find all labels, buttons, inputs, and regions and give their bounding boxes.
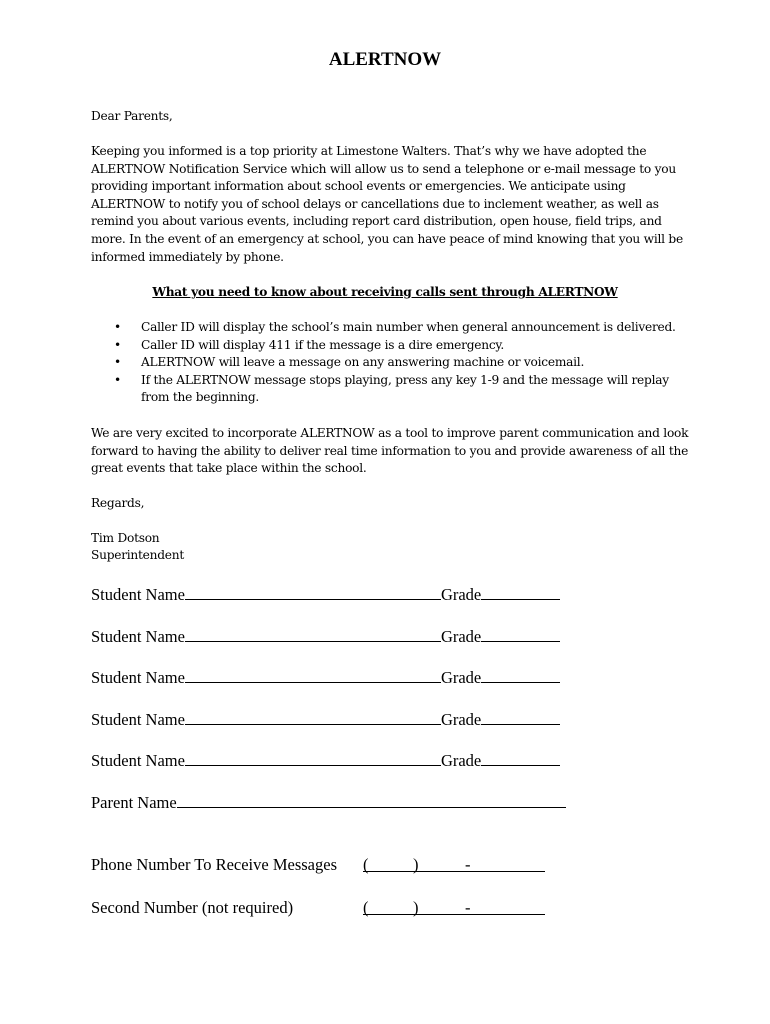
signer-title: Superintendent: [91, 548, 185, 562]
second-phone-label: Second Number (not required): [91, 898, 294, 917]
bullet-item: [91, 337, 681, 355]
phone-dash: -: [465, 898, 471, 917]
phone-open-paren: (: [363, 855, 369, 874]
student-name-label: Student Name: [91, 585, 185, 604]
grade-field[interactable]: [481, 627, 560, 642]
grade-label: Grade: [440, 627, 482, 646]
signer-name: Tim Dotson: [91, 531, 160, 545]
parent-name-field[interactable]: [177, 793, 566, 808]
student-name-label: Student Name: [91, 627, 185, 646]
document-title: ALERTNOW: [328, 49, 442, 70]
bullet-text: ALERTNOW will leave a message on any answering machine or voicemail.: [141, 355, 585, 370]
grade-field[interactable]: [481, 585, 560, 600]
second-phone-row: [91, 898, 471, 918]
grade-label: Grade: [440, 710, 482, 729]
grade-label: Grade: [440, 668, 482, 687]
regards: Regards,: [91, 496, 145, 510]
info-bullet-list: [91, 319, 681, 407]
bullet-marker: •: [114, 337, 121, 352]
second-phone-field[interactable]: [363, 898, 545, 915]
bullet-marker: •: [114, 320, 121, 334]
student-row: [91, 710, 560, 730]
student-name-field[interactable]: [185, 710, 441, 725]
student-row: [91, 585, 560, 605]
closing-paragraph: We are very excited to incorporate ALERTNOW as a tool to improve parent communication and look forward to having the ability to deliver real time information to you and provide awareness of all the great events that take place within the school.: [91, 426, 689, 476]
bullet-marker: •: [114, 355, 121, 370]
bullet-text: Caller ID will display the school’s main number when general announcement is delivered.: [141, 320, 676, 334]
grade-label: Grade: [440, 585, 482, 604]
student-row: [91, 668, 560, 688]
phone-row: [91, 855, 471, 875]
student-name-field[interactable]: [185, 751, 441, 766]
student-name-label: Student Name: [91, 668, 185, 687]
parent-row: [91, 793, 566, 813]
student-name-field[interactable]: [185, 668, 441, 683]
section-heading: What you need to know about receiving calls sent through ALERTNOW: [152, 285, 618, 299]
grade-field[interactable]: [481, 710, 560, 725]
greeting: Dear Parents,: [91, 109, 173, 123]
phone-open-paren: (: [363, 898, 369, 917]
bullet-item: [91, 372, 681, 407]
intro-paragraph: Keeping you informed is a top priority at Limestone Walters. That’s why we have adopted the ALERTNOW Notification Service which will allow us to send a telephone or e-mail message to you providing important information about school events or emergencies. We anticipate using ALERTNOW to notify you of school delays or cancellations due to inclement weather, as well as remind you about various events, including report card distribution, open house, field trips, and more. In the event of an emergency at school, you can have peace of mind knowing that you will be informed immediately by phone.: [91, 144, 683, 264]
student-name-label: Student Name: [91, 710, 185, 729]
student-row: [91, 751, 560, 771]
bullet-marker: •: [114, 372, 121, 387]
grade-field[interactable]: [481, 751, 560, 766]
bullet-text: Caller ID will display 411 if the message is a dire emergency.: [141, 337, 505, 352]
phone-close-paren: ): [413, 898, 419, 917]
student-name-field[interactable]: [185, 585, 441, 600]
student-row: [91, 627, 560, 647]
bullet-text: If the ALERTNOW message stops playing, press any key 1-9 and the message will replay from the beginning.: [141, 372, 669, 405]
grade-field[interactable]: [481, 668, 560, 683]
grade-label: Grade: [440, 751, 482, 770]
student-name-label: Student Name: [91, 751, 185, 770]
parent-name-label: Parent Name: [91, 793, 177, 812]
phone-label: Phone Number To Receive Messages: [91, 855, 337, 874]
phone-dash: -: [465, 855, 471, 874]
student-name-field[interactable]: [185, 627, 441, 642]
bullet-item: [91, 319, 681, 337]
phone-close-paren: ): [413, 855, 419, 874]
phone-field[interactable]: [363, 855, 545, 872]
bullet-item: [91, 354, 681, 372]
